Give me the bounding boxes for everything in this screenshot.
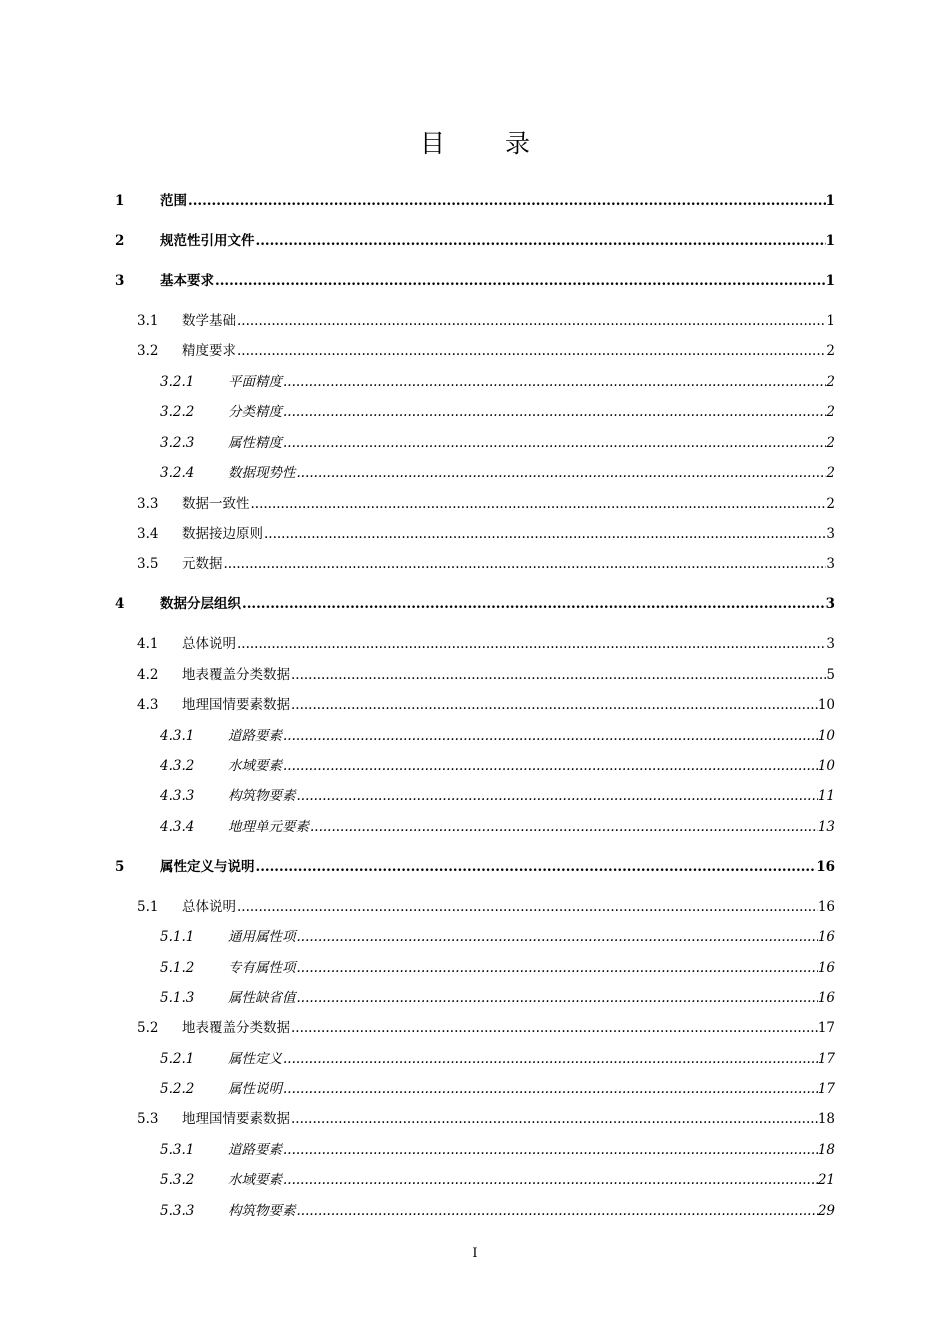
toc-leader-dots — [296, 987, 818, 1009]
toc-leader-dots — [290, 664, 826, 686]
toc-leader-dots — [290, 1108, 818, 1130]
toc-entry-title: 属性缺省值 — [228, 990, 296, 1006]
toc-entry-title: 元数据 — [182, 556, 223, 572]
toc-entry-page: 10 — [817, 697, 835, 713]
toc-leader-dots — [214, 270, 826, 292]
toc-entry-number: 4.3 — [137, 697, 159, 713]
toc-entry-number: 3.3 — [137, 496, 159, 512]
toc-entry-title: 地理国情要素数据 — [182, 1111, 290, 1127]
toc-entry-number: 5.1.2 — [160, 960, 195, 976]
toc-entry-title: 通用属性项 — [228, 929, 296, 945]
toc-entry-page: 17 — [817, 1020, 835, 1036]
toc-entry-number: 4.3.2 — [160, 758, 195, 774]
toc-entry-title: 平面精度 — [228, 374, 282, 390]
toc-entry-number: 4.1 — [137, 636, 159, 652]
toc-entry-title: 水域要素 — [228, 1172, 282, 1188]
toc-leader-dots — [296, 957, 818, 979]
toc-entry-number: 3.4 — [137, 526, 159, 542]
toc-entry-page: 18 — [817, 1142, 835, 1158]
toc-entry-title: 道路要素 — [228, 1142, 282, 1158]
toc-leader-dots — [282, 1169, 818, 1191]
toc-entry-page: 21 — [817, 1172, 835, 1188]
toc-entry-page: 16 — [817, 899, 835, 915]
toc-entry-title: 构筑物要素 — [228, 788, 296, 804]
toc-entry-page: 17 — [817, 1051, 835, 1067]
toc-entry-number: 3.1 — [137, 313, 159, 329]
toc-entry-page: 16 — [817, 929, 835, 945]
toc-entry-title: 地表覆盖分类数据 — [182, 1020, 290, 1036]
toc-entry-title: 范围 — [160, 193, 187, 209]
toc-entry-title: 构筑物要素 — [228, 1203, 296, 1219]
toc-entry-page: 13 — [817, 819, 835, 835]
toc-entry-number: 4.3.3 — [160, 788, 195, 804]
toc-entry-title: 规范性引用文件 — [160, 233, 255, 249]
toc-leader-dots — [296, 462, 827, 484]
toc-entry-page: 3 — [826, 526, 835, 542]
toc-entry-number: 5.1 — [137, 899, 159, 915]
toc-leader-dots — [282, 1048, 818, 1070]
toc-entry-page: 2 — [826, 496, 835, 512]
toc-entry-number: 3.2.2 — [160, 404, 195, 420]
page-number: I — [472, 1246, 478, 1261]
toc-entry-page: 18 — [817, 1111, 835, 1127]
toc-leader-dots — [296, 785, 818, 807]
toc-entry-page: 16 — [816, 859, 835, 875]
toc-entry-page: 2 — [826, 343, 835, 359]
toc-entry-title: 数据接边原则 — [182, 526, 263, 542]
toc-entry-page: 2 — [826, 435, 835, 451]
toc-entry-title: 总体说明 — [182, 899, 236, 915]
toc-leader-dots — [187, 190, 826, 212]
toc-leader-dots — [236, 340, 826, 362]
toc-entry-title: 地理单元要素 — [228, 819, 309, 835]
toc-leader-dots — [296, 926, 818, 948]
toc-entry-page: 16 — [817, 990, 835, 1006]
toc-entry-page: 2 — [826, 465, 835, 481]
toc-leader-dots — [282, 401, 826, 423]
toc-entry-title: 专有属性项 — [228, 960, 296, 976]
toc-entry-number: 5.3 — [137, 1111, 159, 1127]
toc-entry-page: 10 — [817, 758, 835, 774]
toc-entry-number: 3.2.4 — [160, 465, 195, 481]
toc-entry-number: 5.2.2 — [160, 1081, 195, 1097]
toc-entry-number: 5.3.3 — [160, 1203, 195, 1219]
toc-entry-page: 2 — [826, 374, 835, 390]
toc-entry-number: 5 — [115, 859, 125, 875]
toc-entry-title: 分类精度 — [228, 404, 282, 420]
toc-entry-title: 属性说明 — [228, 1081, 282, 1097]
toc-entry-page: 17 — [817, 1081, 835, 1097]
toc-entry-number: 3.2.3 — [160, 435, 195, 451]
toc-entry-number: 3.5 — [137, 556, 159, 572]
toc-leader-dots — [290, 1017, 818, 1039]
toc-entry-page: 10 — [817, 728, 835, 744]
toc-entry-title: 属性定义 — [228, 1051, 282, 1067]
toc-entry-number: 5.2 — [137, 1020, 159, 1036]
toc-leader-dots — [282, 1139, 818, 1161]
toc-leader-dots — [250, 493, 827, 515]
toc-entry-page: 11 — [817, 788, 835, 804]
toc-leader-dots — [223, 553, 827, 575]
toc-entry-number: 5.2.1 — [160, 1051, 195, 1067]
toc-leader-dots — [282, 432, 826, 454]
toc-entry-number: 4.3.1 — [160, 728, 195, 744]
toc-entry-title: 地表覆盖分类数据 — [182, 667, 290, 683]
toc-leader-dots — [255, 230, 826, 252]
toc-entry-page: 5 — [826, 667, 835, 683]
toc-entry-page: 3 — [826, 636, 835, 652]
toc-entry-page: 29 — [817, 1203, 835, 1219]
toc-entry-number: 4.2 — [137, 667, 159, 683]
toc-entry-number: 4 — [115, 596, 125, 612]
toc-leader-dots — [236, 310, 826, 332]
toc-entry-number: 5.1.3 — [160, 990, 195, 1006]
toc-entry-number: 2 — [115, 233, 125, 249]
toc-entry-page: 3 — [825, 596, 835, 612]
toc-entry-title: 水域要素 — [228, 758, 282, 774]
toc-entry-page: 1 — [826, 313, 835, 329]
toc-leader-dots — [263, 523, 826, 545]
toc-entry-page: 2 — [826, 404, 835, 420]
toc-entry-number: 5.1.1 — [160, 929, 195, 945]
toc-leader-dots — [282, 371, 826, 393]
toc-entry-page: 3 — [826, 556, 835, 572]
toc-entry-title: 基本要求 — [160, 273, 214, 289]
toc-leader-dots — [309, 816, 818, 838]
toc-leader-dots — [282, 725, 818, 747]
toc-entry-title: 数据一致性 — [182, 496, 250, 512]
toc-leader-dots — [296, 1200, 818, 1222]
toc-entry-number: 3.2.1 — [160, 374, 195, 390]
toc-leader-dots — [236, 633, 826, 655]
toc-entry-title: 总体说明 — [182, 636, 236, 652]
toc-entry-title: 数学基础 — [182, 313, 236, 329]
toc-entry-number: 3 — [115, 273, 125, 289]
toc-entry-page: 1 — [825, 193, 835, 209]
toc-entry-title: 地理国情要素数据 — [182, 697, 290, 713]
toc-entry-title: 道路要素 — [228, 728, 282, 744]
toc-entry-number: 1 — [115, 193, 125, 209]
toc-entry-number: 5.3.2 — [160, 1172, 195, 1188]
toc-entry-title: 属性精度 — [228, 435, 282, 451]
toc-entry-title: 属性定义与说明 — [160, 859, 255, 875]
toc-leader-dots — [255, 856, 817, 878]
toc-entry-number: 4.3.4 — [160, 819, 195, 835]
toc-entry-page: 16 — [817, 960, 835, 976]
toc-entry-number: 5.3.1 — [160, 1142, 195, 1158]
toc-entry-title: 精度要求 — [182, 343, 236, 359]
toc-title: 目 录 — [420, 129, 556, 158]
toc-entry-title: 数据分层组织 — [160, 596, 241, 612]
toc-entry-title: 数据现势性 — [228, 465, 296, 481]
toc-entry-page: 1 — [825, 273, 835, 289]
toc-leader-dots — [282, 1078, 818, 1100]
toc-entry-number: 3.2 — [137, 343, 159, 359]
toc-leader-dots — [241, 593, 826, 615]
toc-leader-dots — [282, 755, 818, 777]
toc-entry-page: 1 — [825, 233, 835, 249]
toc-leader-dots — [290, 694, 818, 716]
toc-leader-dots — [236, 896, 818, 918]
